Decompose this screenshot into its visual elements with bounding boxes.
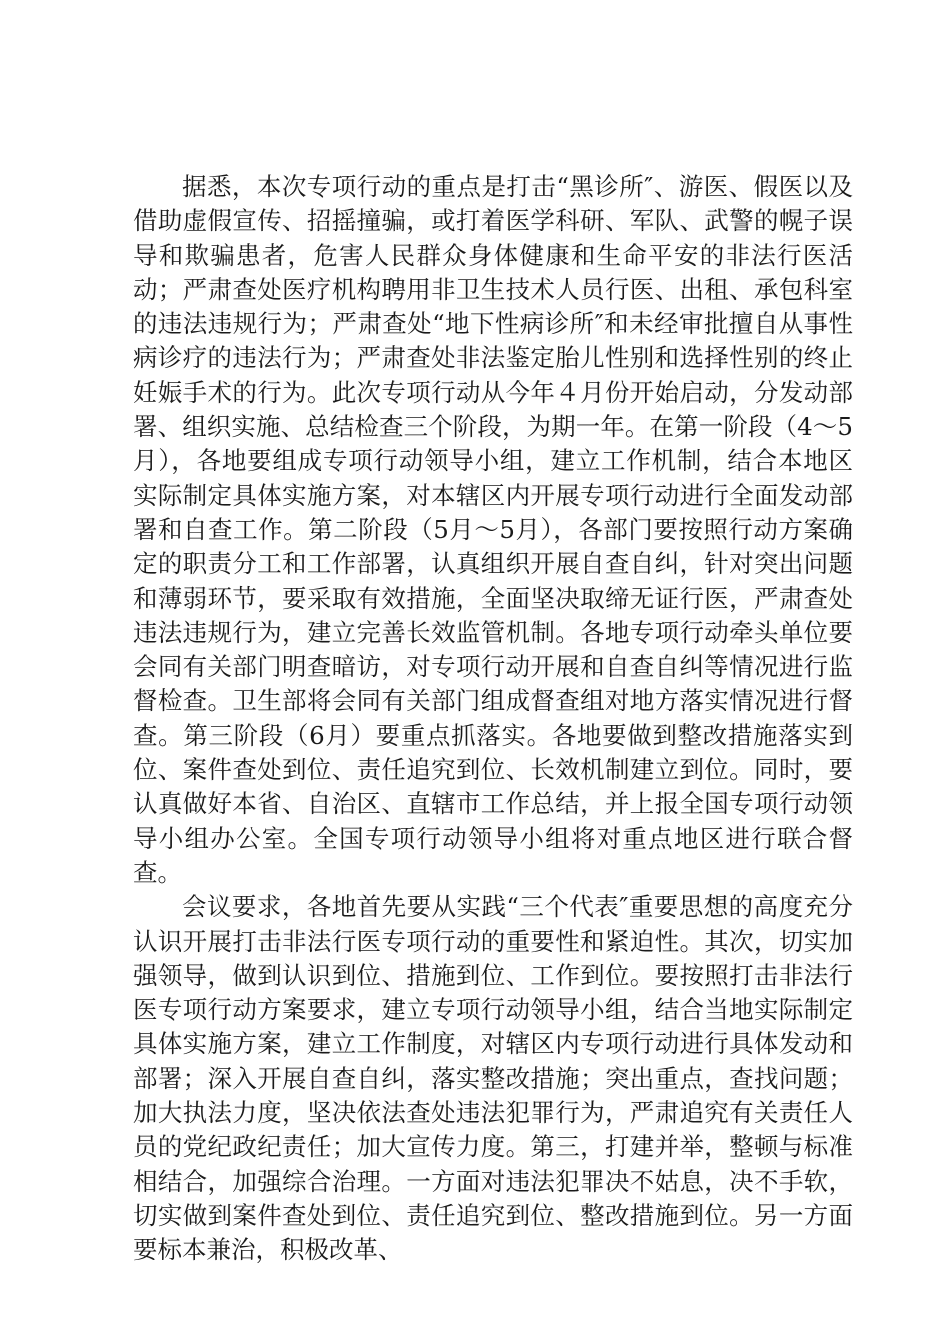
paragraph-campaign-focus: 据悉，本次专项行动的重点是打击“黑诊所″、游医、假医以及借助虚假宣传、招摇撞骗，或打着医学科研、军队、武警的幌子误导和欺骗患者，危害人民群众身体健康和生命平安的非法行医活动；严肃查处医疗机构聘用非卫生技术人员行医、出租、承包科室的违法违规行为；严肃查处“地下性病诊所″和未经审批擅自从事性病诊疗的违法行为；严肃查处非法鉴定胎儿性别和选择性别的终止妊娠手术的行为。此次专项行动从今年４月份开始启动，分发动部署、组织实施、总结检查三个阶段，为期一年。在第一阶段（4～5月），各地要组成专项行动领导小组，建立工作机制，结合本地区实际制定具体实施方案，对本辖区内开展专项行动进行全面发动部署和自查工作。第二阶段（5月～5月），各部门要按照行动方案确定的职责分工和工作部署，认真组织开展自查自纠，针对突出问题和薄弱环节，要采取有效措施，全面坚决取缔无证行医，严肃查处违法违规行为，建立完善长效监管机制。各地专项行动牵头单位要会同有关部门明查暗访，对专项行动开展和自查自纠等情况进行监督检查。卫生部将会同有关部门组成督查组对地方落实情况进行督查。第三阶段（6月）要重点抓落实。各地要做到整改措施落实到位、案件查处到位、责任追究到位、长效机制建立到位。同时，要认真做好本省、自治区、直辖市工作总结，并上报全国专项行动领导小组办公室。全国专项行动领导小组将对重点地区进行联合督查。 bbox=[133, 172, 853, 887]
document-body bbox=[133, 170, 853, 1268]
paragraph-meeting-requirements: 会议要求，各地首先要从实践“三个代表″重要思想的高度充分认识开展打击非法行医专项行动的重要性和紧迫性。其次，切实加强领导，做到认识到位、措施到位、工作到位。要按照打击非法行医专项行动方案要求，建立专项行动领导小组，结合当地实际制定具体实施方案，建立工作制度，对辖区内专项行动进行具体发动和部署；深入开展自查自纠，落实整改措施；突出重点，查找问题；加大执法力度，坚决依法查处违法犯罪行为，严肃追究有关责任人员的党纪政纪责任；加大宣传力度。第三，打建并举，整顿与标准相结合，加强综合治理。一方面对违法犯罪决不姑息，决不手软，切实做到案件查处到位、责任追究到位、整改措施到位。另一方面要标本兼治，积极改革、 bbox=[133, 892, 853, 1265]
